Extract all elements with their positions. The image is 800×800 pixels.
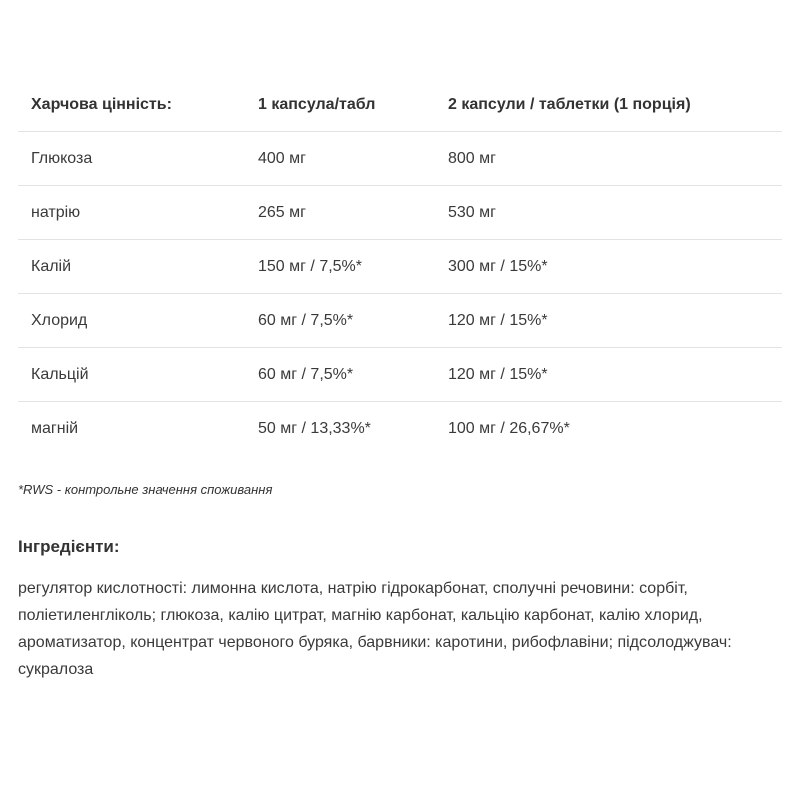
table-row: [18, 294, 782, 348]
table-row: [18, 186, 782, 240]
nutrient-name: Калій: [18, 240, 245, 294]
header-nutrient: Харчова цінність:: [18, 78, 245, 132]
nutrient-name: Глюкоза: [18, 132, 245, 186]
header-per-serving: 2 капсули / таблетки (1 порція): [435, 78, 782, 132]
per-capsule-value: 265 мг: [245, 186, 435, 240]
per-serving-value: 530 мг: [435, 186, 782, 240]
product-info: [18, 78, 782, 683]
table-row: [18, 348, 782, 402]
per-capsule-value: 400 мг: [245, 132, 435, 186]
table-row: [18, 402, 782, 456]
nutrient-name: натрію: [18, 186, 245, 240]
per-serving-value: 120 мг / 15%*: [435, 294, 782, 348]
per-serving-value: 100 мг / 26,67%*: [448, 419, 570, 437]
table-row: [18, 132, 782, 186]
nutrient-name: Кальцій: [18, 348, 245, 402]
table-header-row: [18, 78, 782, 132]
header-per-capsule: 1 капсула/табл: [245, 78, 435, 132]
per-serving-value: 120 мг / 15%*: [435, 348, 782, 402]
table-row: [18, 240, 782, 294]
nutrient-name: Хлорид: [18, 294, 245, 348]
nutrient-name: магній: [31, 419, 79, 437]
per-capsule-value: 50 мг / 13,33%*: [258, 419, 371, 437]
per-capsule-value: 60 мг / 7,5%*: [245, 294, 435, 348]
nutrition-table: [18, 78, 782, 455]
ingredients-text: регулятор кислотності: лимонна кислота, натрію гідрокарбонат, сполучні речовини: сорбіт, поліетиленгліколь; глюкоза, калію цитрат, магнію карбонат, кальцію карбонат, калію хлорид, ароматизатор, концентрат червоного буряка, барвники: каротини, рибофлавіни; підсолоджувач: сукралоза: [18, 580, 732, 678]
ingredients-heading: Інгредієнти:: [18, 537, 120, 556]
per-serving-value: 800 мг: [435, 132, 782, 186]
rws-footnote: *RWS - контрольне значення споживання: [18, 482, 273, 497]
per-serving-value: 300 мг / 15%*: [435, 240, 782, 294]
per-capsule-value: 60 мг / 7,5%*: [245, 348, 435, 402]
per-capsule-value: 150 мг / 7,5%*: [245, 240, 435, 294]
